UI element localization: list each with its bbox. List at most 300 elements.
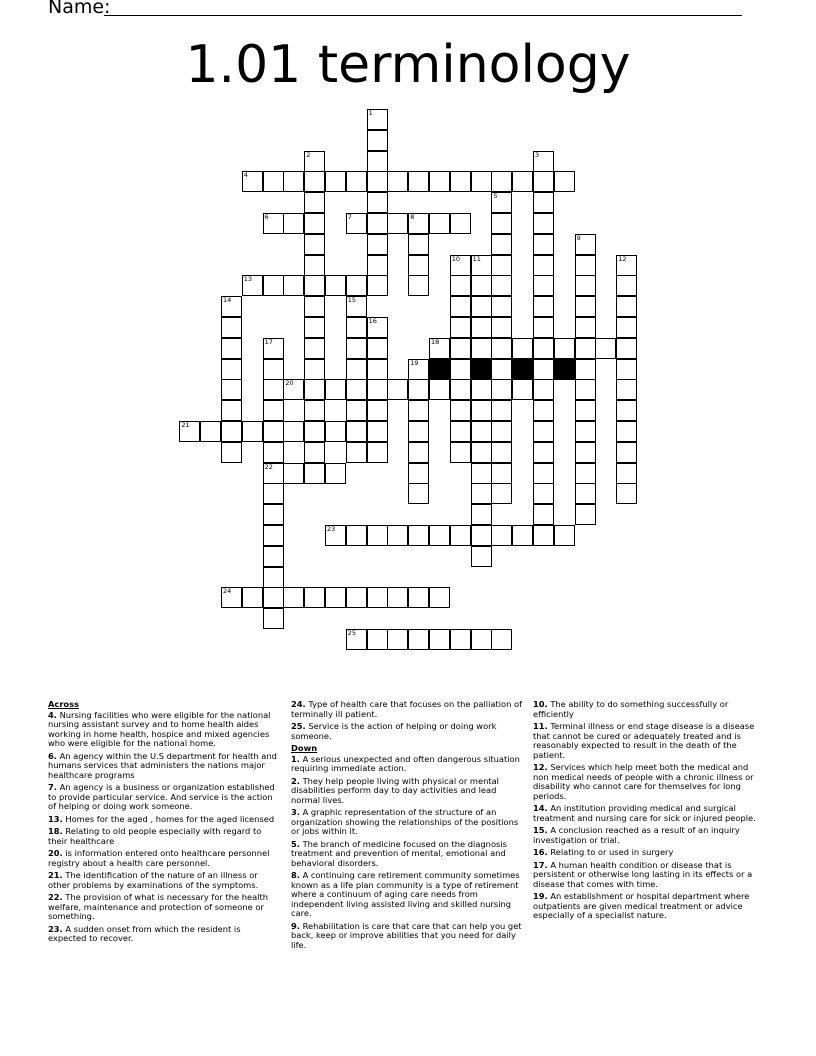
crossword-cell[interactable] <box>304 296 325 317</box>
clue-text: Service is the action of helping or doing work someone. <box>291 721 497 741</box>
clue-item <box>48 752 280 781</box>
crossword-cell[interactable] <box>512 338 533 359</box>
clue-item <box>291 808 523 837</box>
clue-number-label: 3. <box>291 807 300 817</box>
crossword-cell[interactable] <box>263 525 284 546</box>
crossword-cell[interactable] <box>304 192 325 213</box>
crossword-cell[interactable] <box>575 317 596 338</box>
crossword-cell[interactable] <box>471 629 492 650</box>
crossword-cell[interactable] <box>616 275 637 296</box>
crossword-cell[interactable] <box>367 442 388 463</box>
clue-item <box>291 722 523 741</box>
blocked-cell <box>554 359 575 380</box>
crossword-cell[interactable] <box>491 192 512 213</box>
crossword-cell[interactable] <box>616 442 637 463</box>
clue-item <box>533 861 765 890</box>
clue-text: The branch of medicine focused on the diagnosis treatment and prevention of mental, emotional and behavioral disorders. <box>291 838 507 868</box>
crossword-cell[interactable] <box>491 629 512 650</box>
blocked-cell <box>429 359 450 380</box>
crossword-cell[interactable] <box>471 317 492 338</box>
across-clue-list-continued <box>291 700 523 741</box>
clue-text: Homes for the aged , homes for the aged licensed <box>65 813 275 824</box>
crossword-cell[interactable] <box>450 171 471 192</box>
crossword-cell[interactable] <box>346 213 367 234</box>
crossword-cell[interactable] <box>575 421 596 442</box>
crossword-cell[interactable] <box>491 463 512 484</box>
crossword-cell[interactable] <box>408 359 429 380</box>
clue-number: 8 <box>410 213 415 221</box>
crossword-cell[interactable] <box>242 587 263 608</box>
crossword-cell[interactable] <box>491 171 512 192</box>
crossword-cell[interactable] <box>408 171 429 192</box>
clue-number: 12 <box>618 254 627 263</box>
crossword-cell[interactable] <box>304 151 325 172</box>
clue-number: 4 <box>243 171 248 180</box>
crossword-cell[interactable] <box>200 421 221 442</box>
crossword-cell[interactable] <box>367 109 388 130</box>
clue-number: 22 <box>264 462 273 471</box>
clue-number-label: 9. <box>291 920 300 931</box>
crossword-cell[interactable] <box>471 483 492 504</box>
crossword-cell[interactable] <box>304 275 325 296</box>
crossword-cell[interactable] <box>554 338 575 359</box>
clue-number-label: 23. <box>48 923 63 934</box>
crossword-cell[interactable] <box>575 275 596 296</box>
crossword-cell[interactable] <box>471 379 492 400</box>
blocked-cell <box>512 359 533 380</box>
crossword-cell[interactable] <box>450 442 471 463</box>
clue-text: Nursing facilities who were eligible for the national nursing assistant survey and to home health aides working in home health, hospice and mixed agencies who were eligible for the national home. <box>48 709 271 748</box>
clue-text: A graphic representation of the structure of an organization showing the relationships of the positions or jobs within it. <box>291 807 519 836</box>
crossword-cell[interactable] <box>408 379 429 400</box>
crossword-cell[interactable] <box>263 421 284 442</box>
clue-number: 23 <box>327 525 336 533</box>
clue-text: Terminal illness or end stage disease is a disease that cannot be cured or adequately treated and is reasonably expected to result in the death of the patient. <box>533 721 755 760</box>
crossword-cell[interactable] <box>242 275 263 296</box>
crossword-cell[interactable] <box>616 400 637 421</box>
crossword-cell[interactable] <box>346 400 367 421</box>
crossword-cell[interactable] <box>471 546 492 567</box>
crossword-cell[interactable] <box>575 463 596 484</box>
clue-text: Type of health care that focuses on the palliation of terminally ill patient. <box>291 699 522 719</box>
crossword-cell[interactable] <box>367 629 388 650</box>
crossword-cell[interactable] <box>367 151 388 172</box>
crossword-cell[interactable] <box>616 483 637 504</box>
clue-number: 9 <box>576 233 581 242</box>
crossword-cell[interactable] <box>346 296 367 317</box>
crossword-cell[interactable] <box>408 525 429 546</box>
crossword-cell[interactable] <box>616 296 637 317</box>
clue-item <box>291 700 523 719</box>
crossword-cell[interactable] <box>408 255 429 276</box>
crossword-cell[interactable] <box>533 421 554 442</box>
crossword-cell[interactable] <box>471 504 492 525</box>
crossword-cell[interactable] <box>346 275 367 296</box>
crossword-cell[interactable] <box>367 421 388 442</box>
clue-item <box>533 722 765 760</box>
crossword-cell[interactable] <box>512 379 533 400</box>
crossword-cell[interactable] <box>346 421 367 442</box>
crossword-cell[interactable] <box>221 442 242 463</box>
crossword-cell[interactable] <box>429 213 450 234</box>
crossword-cell[interactable] <box>450 296 471 317</box>
crossword-cell[interactable] <box>575 296 596 317</box>
crossword-cell[interactable] <box>616 338 637 359</box>
clue-item <box>48 783 280 812</box>
crossword-cell[interactable] <box>179 421 200 442</box>
crossword-cell[interactable] <box>408 629 429 650</box>
crossword-cell[interactable] <box>367 525 388 546</box>
crossword-cell[interactable] <box>387 171 408 192</box>
crossword-cell[interactable] <box>283 379 304 400</box>
crossword-cell[interactable] <box>533 463 554 484</box>
crossword-cell[interactable] <box>429 587 450 608</box>
clue-item <box>48 849 280 868</box>
crossword-cell[interactable] <box>304 171 325 192</box>
clue-number-label: 18. <box>48 826 63 836</box>
crossword-cell[interactable] <box>346 587 367 608</box>
crossword-cell[interactable] <box>263 275 284 296</box>
crossword-cell[interactable] <box>471 296 492 317</box>
crossword-cell[interactable] <box>387 525 408 546</box>
crossword-cell[interactable] <box>616 255 637 276</box>
crossword-cell[interactable] <box>367 587 388 608</box>
crossword-cell[interactable] <box>491 379 512 400</box>
clue-number-label: 11. <box>533 721 548 731</box>
crossword-cell[interactable] <box>263 379 284 400</box>
crossword-cell[interactable] <box>471 255 492 276</box>
crossword-cell[interactable] <box>408 463 429 484</box>
clue-number: 21 <box>181 421 190 429</box>
crossword-cell[interactable] <box>575 504 596 525</box>
crossword-cell[interactable] <box>221 338 242 359</box>
crossword-cell[interactable] <box>221 400 242 421</box>
crossword-cell[interactable] <box>242 421 263 442</box>
crossword-cell[interactable] <box>616 421 637 442</box>
crossword-cell[interactable] <box>533 213 554 234</box>
crossword-cell[interactable] <box>283 275 304 296</box>
clue-number: 6 <box>264 213 269 221</box>
crossword-cell[interactable] <box>346 379 367 400</box>
crossword-cell[interactable] <box>367 317 388 338</box>
crossword-cell[interactable] <box>263 442 284 463</box>
clue-number: 14 <box>223 296 232 305</box>
crossword-cell[interactable] <box>304 255 325 276</box>
crossword-cell[interactable] <box>533 359 554 380</box>
crossword-cell[interactable] <box>429 338 450 359</box>
crossword-cell[interactable] <box>533 338 554 359</box>
crossword-cell[interactable] <box>491 255 512 276</box>
clue-number: 10 <box>451 254 461 263</box>
clue-text: A conclusion reached as a result of an inquiry investigation or trial. <box>533 825 740 845</box>
crossword-cell[interactable] <box>263 463 284 484</box>
crossword-cell[interactable] <box>346 317 367 338</box>
name-label: Name: <box>48 0 111 18</box>
clue-number-label: 19. <box>533 891 548 901</box>
crossword-cell[interactable] <box>387 629 408 650</box>
crossword-cell[interactable] <box>387 213 408 234</box>
crossword-cell[interactable] <box>263 400 284 421</box>
crossword-cell[interactable] <box>346 171 367 192</box>
crossword-cell[interactable] <box>325 421 346 442</box>
crossword-cell[interactable] <box>450 275 471 296</box>
crossword-cell[interactable] <box>533 234 554 255</box>
clue-item <box>533 892 765 921</box>
clue-text: A continuing care retirement community sometimes known as a life plan community is a type of retirement where a continuum of aging care needs from independent living assisted living and skilled nursing care. <box>291 870 520 918</box>
crossword-cell[interactable] <box>533 525 554 546</box>
crossword-cell[interactable] <box>471 275 492 296</box>
crossword-cell[interactable] <box>263 483 284 504</box>
crossword-cell[interactable] <box>491 359 512 380</box>
clue-number: 7 <box>347 213 352 221</box>
across-heading: Across <box>48 699 80 709</box>
crossword-cell[interactable] <box>450 317 471 338</box>
crossword-cell[interactable] <box>408 213 429 234</box>
crossword-cell[interactable] <box>533 504 554 525</box>
crossword-cell[interactable] <box>554 525 575 546</box>
crossword-cell[interactable] <box>263 587 284 608</box>
crossword-cell[interactable] <box>408 483 429 504</box>
clue-number: 19 <box>410 358 419 367</box>
crossword-cell[interactable] <box>304 359 325 380</box>
clue-number: 25 <box>347 629 357 637</box>
crossword-cell[interactable] <box>450 255 471 276</box>
crossword-cell[interactable] <box>491 525 512 546</box>
crossword-cell[interactable] <box>242 171 263 192</box>
crossword-cell[interactable] <box>325 171 346 192</box>
crossword-cell[interactable] <box>491 296 512 317</box>
crossword-cell[interactable] <box>450 421 471 442</box>
crossword-cell[interactable] <box>304 587 325 608</box>
crossword-cell[interactable] <box>491 442 512 463</box>
clue-text: Rehabilitation is care that care that can help you get back, keep or improve abilities that you need for daily life. <box>291 920 522 950</box>
crossword-cell[interactable] <box>263 546 284 567</box>
crossword-cell[interactable] <box>367 171 388 192</box>
crossword-cell[interactable] <box>471 338 492 359</box>
crossword-cell[interactable] <box>616 379 637 400</box>
crossword-cell[interactable] <box>533 192 554 213</box>
crossword-cell[interactable] <box>346 359 367 380</box>
clue-number: 5 <box>493 192 498 201</box>
crossword-cell[interactable] <box>325 463 346 484</box>
crossword-cell[interactable] <box>533 483 554 504</box>
crossword-cell[interactable] <box>616 463 637 484</box>
crossword-cell[interactable] <box>283 171 304 192</box>
down-heading: Down <box>291 743 318 753</box>
crossword-cell[interactable] <box>533 442 554 463</box>
crossword-cell[interactable] <box>450 338 471 359</box>
crossword-cell[interactable] <box>491 234 512 255</box>
crossword-cell[interactable] <box>367 213 388 234</box>
crossword-cell[interactable] <box>471 525 492 546</box>
crossword-cell[interactable] <box>387 379 408 400</box>
crossword-cell[interactable] <box>304 317 325 338</box>
crossword-cell[interactable] <box>263 359 284 380</box>
clue-item <box>291 777 523 806</box>
clue-number-label: 13. <box>48 813 63 824</box>
crossword-cell[interactable] <box>491 400 512 421</box>
crossword-cell[interactable] <box>450 629 471 650</box>
clue-number-label: 25. <box>291 721 306 731</box>
crossword-cell[interactable] <box>304 400 325 421</box>
clue-item <box>291 840 523 869</box>
crossword-cell[interactable] <box>471 400 492 421</box>
crossword-cell[interactable] <box>325 275 346 296</box>
crossword-cell[interactable] <box>346 442 367 463</box>
crossword-cell[interactable] <box>221 379 242 400</box>
clue-number-label: 1. <box>291 753 300 764</box>
crossword-cell[interactable] <box>221 317 242 338</box>
crossword-cell[interactable] <box>367 234 388 255</box>
crossword-cell[interactable] <box>450 525 471 546</box>
clue-number-label: 16. <box>533 847 548 857</box>
crossword-cell[interactable] <box>450 213 471 234</box>
crossword-cell[interactable] <box>325 379 346 400</box>
crossword-cell[interactable] <box>221 359 242 380</box>
crossword-cell[interactable] <box>263 213 284 234</box>
crossword-cell[interactable] <box>575 255 596 276</box>
crossword-cell[interactable] <box>429 379 450 400</box>
crossword-cell[interactable] <box>429 629 450 650</box>
clue-item <box>533 700 765 719</box>
crossword-cell[interactable] <box>304 421 325 442</box>
crossword-cell[interactable] <box>263 171 284 192</box>
crossword-cell[interactable] <box>408 234 429 255</box>
crossword-cell[interactable] <box>575 400 596 421</box>
crossword-cell[interactable] <box>429 525 450 546</box>
crossword-cell[interactable] <box>533 317 554 338</box>
crossword-cell[interactable] <box>616 359 637 380</box>
clue-number-label: 7. <box>48 782 57 792</box>
clue-number-label: 21. <box>48 870 63 880</box>
clue-item <box>48 871 280 890</box>
clue-number-label: 15. <box>533 825 548 835</box>
crossword-cell[interactable] <box>283 213 304 234</box>
crossword-cell[interactable] <box>408 442 429 463</box>
clue-number: 15 <box>347 296 357 305</box>
crossword-cell[interactable] <box>304 379 325 400</box>
crossword-cell[interactable] <box>367 192 388 213</box>
crossword-cell[interactable] <box>616 317 637 338</box>
crossword-cell[interactable] <box>533 296 554 317</box>
clue-item <box>48 815 280 825</box>
crossword-cell[interactable] <box>283 463 304 484</box>
page-title: 1.01 terminology <box>185 35 631 95</box>
crossword-cell[interactable] <box>304 463 325 484</box>
clue-number: 1 <box>368 109 373 117</box>
crossword-cell[interactable] <box>221 296 242 317</box>
crossword-cell[interactable] <box>346 629 367 650</box>
crossword-cell[interactable] <box>575 379 596 400</box>
crossword-cell[interactable] <box>263 338 284 359</box>
clue-number: 20 <box>285 379 294 388</box>
crossword-cell[interactable] <box>221 587 242 608</box>
crossword-cell[interactable] <box>533 255 554 276</box>
crossword-cell[interactable] <box>491 483 512 504</box>
crossword-cell[interactable] <box>575 338 596 359</box>
crossword-cell[interactable] <box>408 421 429 442</box>
crossword-cell[interactable] <box>471 171 492 192</box>
crossword-cell[interactable] <box>450 379 471 400</box>
crossword-cell[interactable] <box>283 421 304 442</box>
crossword-cell[interactable] <box>471 442 492 463</box>
crossword-cell[interactable] <box>491 421 512 442</box>
crossword-cell[interactable] <box>429 171 450 192</box>
clue-item <box>291 871 523 919</box>
crossword-cell[interactable] <box>367 130 388 151</box>
clue-number: 2 <box>306 150 311 159</box>
crossword-cell[interactable] <box>450 400 471 421</box>
crossword-cell[interactable] <box>512 171 533 192</box>
crossword-cell[interactable] <box>221 421 242 442</box>
crossword-cell[interactable] <box>325 525 346 546</box>
crossword-cell[interactable] <box>263 504 284 525</box>
clue-number-label: 5. <box>291 838 300 849</box>
clue-number-label: 24. <box>291 699 306 709</box>
crossword-cell[interactable] <box>367 255 388 276</box>
crossword-cell[interactable] <box>533 400 554 421</box>
crossword-cell[interactable] <box>575 483 596 504</box>
clue-number-label: 2. <box>291 775 300 786</box>
clue-number-label: 4. <box>48 709 57 720</box>
crossword-cell[interactable] <box>304 338 325 359</box>
crossword-cell[interactable] <box>408 400 429 421</box>
crossword-cell[interactable] <box>491 213 512 234</box>
crossword-cell[interactable] <box>471 421 492 442</box>
crossword-cell[interactable] <box>263 608 284 629</box>
crossword-cell[interactable] <box>367 359 388 380</box>
crossword-cell[interactable] <box>575 234 596 255</box>
clue-number-label: 8. <box>291 870 300 880</box>
crossword-cell[interactable] <box>533 379 554 400</box>
crossword-cell[interactable] <box>491 275 512 296</box>
crossword-cell[interactable] <box>304 213 325 234</box>
crossword-cell[interactable] <box>367 400 388 421</box>
crossword-cell[interactable] <box>367 379 388 400</box>
crossword-cell[interactable] <box>512 525 533 546</box>
crossword-cell[interactable] <box>491 317 512 338</box>
crossword-cell[interactable] <box>304 234 325 255</box>
crossword-cell[interactable] <box>304 442 325 463</box>
clue-number-label: 20. <box>48 848 63 858</box>
crossword-cell[interactable] <box>283 587 304 608</box>
crossword-cell[interactable] <box>367 275 388 296</box>
crossword-cell[interactable] <box>533 171 554 192</box>
crossword-cell[interactable] <box>554 171 575 192</box>
crossword-cell[interactable] <box>575 359 596 380</box>
crossword-cell[interactable] <box>387 587 408 608</box>
crossword-cell[interactable] <box>367 338 388 359</box>
crossword-cell[interactable] <box>325 587 346 608</box>
crossword-cell[interactable] <box>533 275 554 296</box>
clue-item <box>48 827 280 846</box>
clue-number: 3 <box>535 150 540 159</box>
clues-column-1 <box>48 700 280 947</box>
crossword-cell[interactable] <box>533 151 554 172</box>
crossword-cell[interactable] <box>263 567 284 588</box>
clue-text: The identification of the nature of an illness or other problems by examinations of the symptoms. <box>48 870 259 890</box>
crossword-cell[interactable] <box>346 338 367 359</box>
crossword-cell[interactable] <box>408 275 429 296</box>
crossword-cell[interactable] <box>491 338 512 359</box>
crossword-cell[interactable] <box>471 463 492 484</box>
crossword-cell[interactable] <box>450 359 471 380</box>
crossword-cell[interactable] <box>595 338 616 359</box>
crossword-cell[interactable] <box>575 442 596 463</box>
crossword-cell[interactable] <box>408 587 429 608</box>
crossword-cell[interactable] <box>346 525 367 546</box>
clue-number-label: 17. <box>533 859 548 870</box>
